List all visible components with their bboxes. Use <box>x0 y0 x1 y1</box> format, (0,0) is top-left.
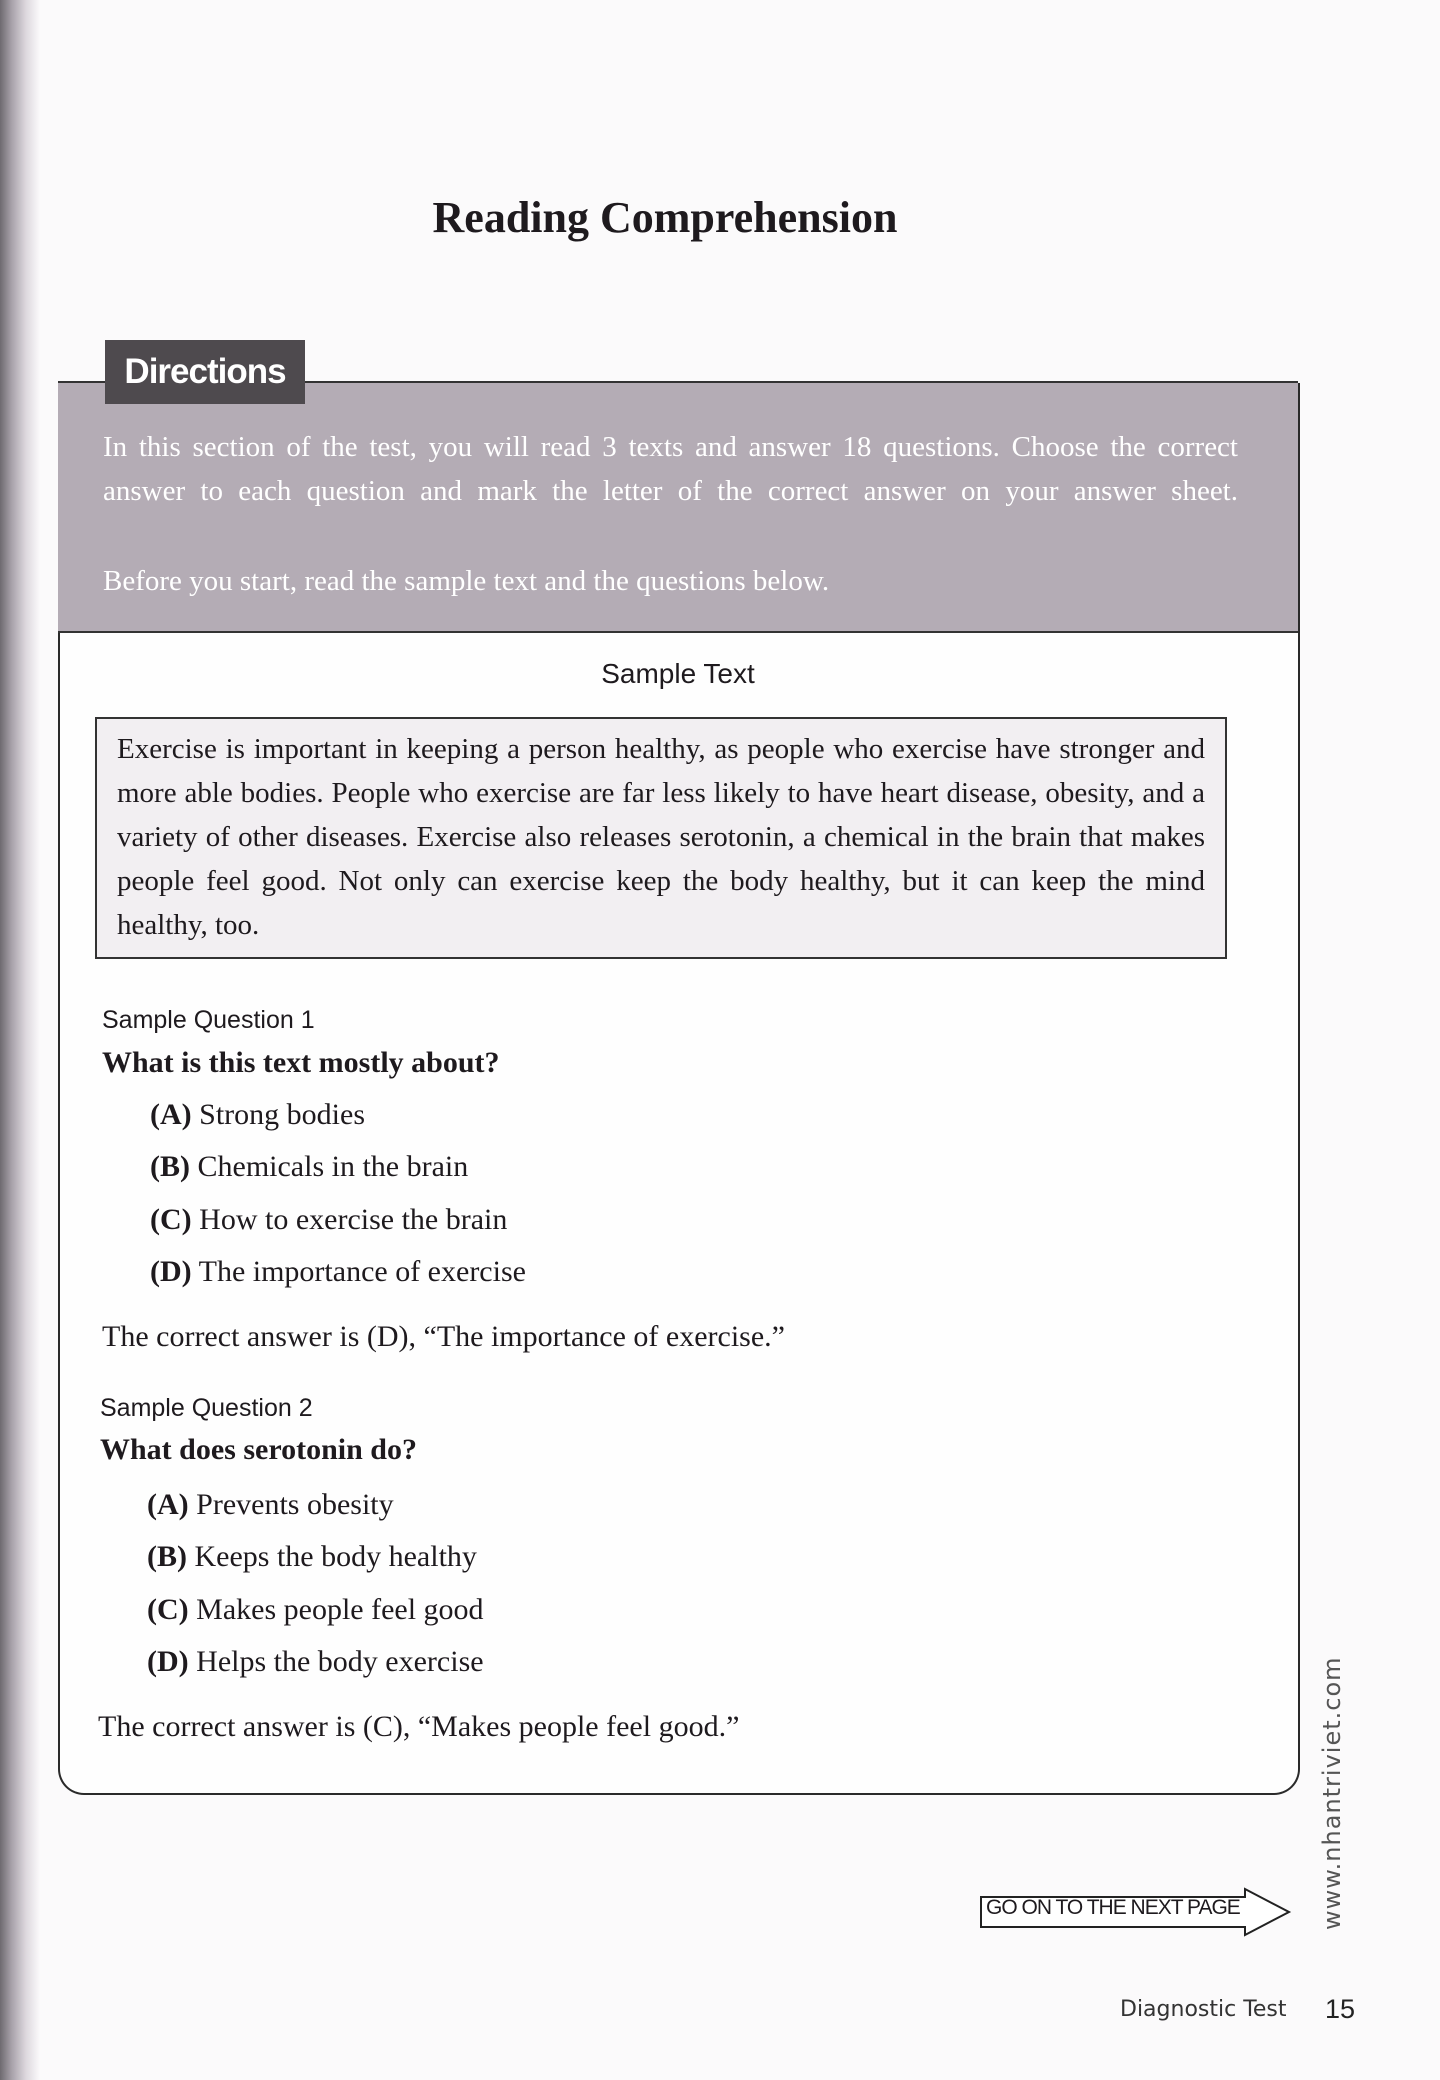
option-text: Chemicals in the brain <box>190 1150 469 1183</box>
correct-answer: The correct answer is (D), “The importance of exercise.” <box>102 1320 785 1353</box>
answer-option <box>150 1098 365 1132</box>
page-title: Reading Comprehension <box>432 193 898 242</box>
question-text: What does serotonin do? <box>100 1433 417 1466</box>
question-label: Sample Question 1 <box>102 1006 315 1034</box>
option-text: Prevents obesity <box>188 1488 394 1521</box>
sample-passage: Exercise is important in keeping a person healthy, as people who exercise have stronger and more able bodies. People who exercise are far less likely to have heart disease, obesity, and a variety of other diseases. Exercise also releases serotonin, a chemical in the brain that makes people feel good. Not only can exercise keep the body healthy, but it can keep the mind healthy, too. <box>95 717 1227 959</box>
page-binding-shadow <box>0 0 40 2080</box>
directions-tab: Directions <box>105 340 305 404</box>
answer-option <box>147 1645 484 1679</box>
directions-paragraph: Before you start, read the sample text and the questions below. <box>103 565 830 597</box>
answer-option <box>147 1540 477 1574</box>
answer-option <box>150 1150 468 1184</box>
option-letter: (B) <box>150 1150 190 1183</box>
option-letter: (C) <box>147 1593 189 1626</box>
answer-option <box>147 1593 484 1627</box>
answer-option <box>150 1255 526 1289</box>
directions-paragraph: In this section of the test, you will read 3 texts and answer 18 questions. Choose the correct answer to each question and mark the letter of the correct answer on your answer sheet. <box>103 431 1238 507</box>
option-text: Keeps the body healthy <box>187 1540 477 1573</box>
option-letter: (A) <box>147 1488 189 1521</box>
option-text: Strong bodies <box>191 1098 365 1131</box>
correct-answer: The correct answer is (C), “Makes people feel good.” <box>98 1710 740 1743</box>
page-number: 15 <box>1325 1994 1356 2024</box>
question-text: What is this text mostly about? <box>102 1046 500 1079</box>
footer-section-label: Diagnostic Test <box>1120 1997 1287 2022</box>
option-text: How to exercise the brain <box>191 1203 508 1236</box>
option-letter: (D) <box>147 1645 189 1678</box>
option-letter: (D) <box>150 1255 192 1288</box>
option-letter: (B) <box>147 1540 187 1573</box>
option-text: Helps the body exercise <box>188 1645 484 1678</box>
sample-text-heading: Sample Text <box>601 658 755 689</box>
option-text: The importance of exercise <box>191 1255 526 1288</box>
next-page-label: GO ON TO THE NEXT PAGE <box>986 1896 1240 1919</box>
watermark: www.nhantriviet.com <box>1318 1656 1346 1930</box>
option-letter: (C) <box>150 1203 192 1236</box>
option-letter: (A) <box>150 1098 192 1131</box>
answer-option <box>147 1488 394 1522</box>
question-label: Sample Question 2 <box>100 1394 313 1422</box>
answer-option <box>150 1203 507 1237</box>
option-text: Makes people feel good <box>188 1593 484 1626</box>
next-page-arrow <box>980 1887 1292 1942</box>
